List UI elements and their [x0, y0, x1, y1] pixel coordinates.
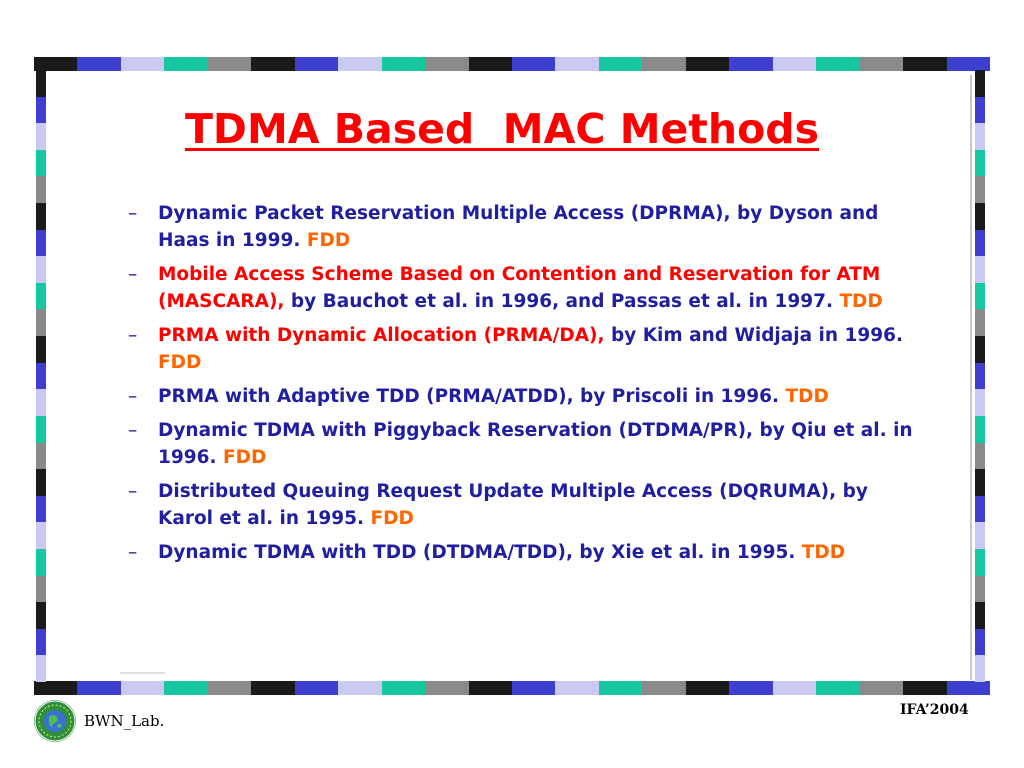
- border-segment: [599, 681, 642, 695]
- border-segment: [164, 681, 207, 695]
- bullet-item: – Dynamic TDMA with TDD (DTDMA/TDD), by Xie et al. in 1995. TDD: [128, 542, 846, 563]
- border-segment: [642, 681, 685, 695]
- border-segment: [773, 57, 816, 71]
- border-segment: [36, 70, 46, 97]
- border-segment: [36, 602, 46, 629]
- border-segment: [975, 576, 985, 603]
- border-segment: [686, 57, 729, 71]
- slide-border-left: [36, 70, 46, 682]
- border-segment: [36, 203, 46, 230]
- border-segment: [382, 681, 425, 695]
- border-segment: [642, 57, 685, 71]
- border-segment: [382, 57, 425, 71]
- border-segment: [975, 629, 985, 656]
- border-segment: [975, 602, 985, 629]
- border-segment: [425, 681, 468, 695]
- border-segment: [773, 681, 816, 695]
- bullet-item: – Mobile Access Scheme Based on Contention and Reservation for ATM (MASCARA), by Bauchot et al. in 1996, and Passas et al. in 1997. TDD: [128, 264, 883, 312]
- border-segment: [975, 203, 985, 230]
- border-segment: [36, 629, 46, 656]
- border-segment: [36, 363, 46, 390]
- border-segment: [975, 283, 985, 310]
- border-segment: [729, 681, 772, 695]
- border-segment: [512, 681, 555, 695]
- footer-lab-name: BWN_Lab.: [84, 712, 165, 730]
- border-segment: [36, 469, 46, 496]
- slide-border-right: [975, 70, 985, 682]
- bullet-item: – PRMA with Adaptive TDD (PRMA/ATDD), by Priscoli in 1996. TDD: [128, 386, 829, 407]
- bullet-item: – Distributed Queuing Request Update Multiple Access (DQRUMA), by Karol et al. in 1995. FDD: [128, 481, 868, 529]
- border-segment: [975, 256, 985, 283]
- border-segment: [975, 176, 985, 203]
- border-segment: [903, 681, 946, 695]
- border-segment: [975, 309, 985, 336]
- border-segment: [975, 230, 985, 257]
- frame-inner-line: [970, 75, 972, 680]
- border-segment: [975, 469, 985, 496]
- border-segment: [36, 309, 46, 336]
- border-segment: [36, 576, 46, 603]
- border-segment: [975, 443, 985, 470]
- border-segment: [36, 230, 46, 257]
- frame-inner-mark: [120, 672, 165, 674]
- border-segment: [121, 57, 164, 71]
- border-segment: [947, 681, 990, 695]
- border-segment: [36, 655, 46, 682]
- border-segment: [425, 57, 468, 71]
- border-segment: [975, 363, 985, 390]
- border-segment: [686, 681, 729, 695]
- border-segment: [975, 655, 985, 682]
- border-segment: [36, 389, 46, 416]
- border-segment: [36, 496, 46, 523]
- border-segment: [36, 549, 46, 576]
- border-segment: [816, 681, 859, 695]
- border-segment: [975, 549, 985, 576]
- border-segment: [469, 681, 512, 695]
- border-segment: [36, 150, 46, 177]
- border-segment: [816, 57, 859, 71]
- globe-logo-icon: [34, 700, 76, 742]
- border-segment: [729, 57, 772, 71]
- bullet-item: – Dynamic Packet Reservation Multiple Access (DPRMA), by Dyson and Haas in 1999. FDD: [128, 203, 879, 251]
- border-segment: [947, 57, 990, 71]
- footer-conference: IFA’2004: [900, 702, 969, 718]
- border-segment: [36, 336, 46, 363]
- bullet-item: – Dynamic TDMA with Piggyback Reservation (DTDMA/PR), by Qiu et al. in 1996. FDD: [128, 420, 913, 468]
- border-segment: [208, 681, 251, 695]
- border-segment: [975, 336, 985, 363]
- border-segment: [469, 57, 512, 71]
- border-segment: [36, 283, 46, 310]
- border-segment: [36, 256, 46, 283]
- border-segment: [338, 681, 381, 695]
- border-segment: [975, 150, 985, 177]
- border-segment: [36, 522, 46, 549]
- border-segment: [34, 681, 77, 695]
- border-segment: [975, 496, 985, 523]
- border-segment: [34, 57, 77, 71]
- border-segment: [975, 70, 985, 97]
- border-segment: [903, 57, 946, 71]
- border-segment: [860, 57, 903, 71]
- border-segment: [295, 681, 338, 695]
- border-segment: [251, 681, 294, 695]
- border-segment: [36, 443, 46, 470]
- slide-border-top: [34, 57, 990, 71]
- border-segment: [121, 681, 164, 695]
- border-segment: [208, 57, 251, 71]
- border-segment: [975, 416, 985, 443]
- border-segment: [512, 57, 555, 71]
- bullet-list: [128, 200, 928, 573]
- border-segment: [555, 681, 598, 695]
- border-segment: [251, 57, 294, 71]
- border-segment: [338, 57, 381, 71]
- slide-border-bottom: [34, 681, 990, 695]
- slide-title: TDMA Based MAC Methods: [184, 105, 820, 153]
- border-segment: [77, 681, 120, 695]
- border-segment: [599, 57, 642, 71]
- border-segment: [77, 57, 120, 71]
- border-segment: [860, 681, 903, 695]
- border-segment: [164, 57, 207, 71]
- border-segment: [295, 57, 338, 71]
- border-segment: [975, 389, 985, 416]
- border-segment: [975, 522, 985, 549]
- border-segment: [555, 57, 598, 71]
- border-segment: [36, 416, 46, 443]
- border-segment: [36, 176, 46, 203]
- bullet-item: – PRMA with Dynamic Allocation (PRMA/DA), by Kim and Widjaja in 1996. FDD: [128, 325, 903, 373]
